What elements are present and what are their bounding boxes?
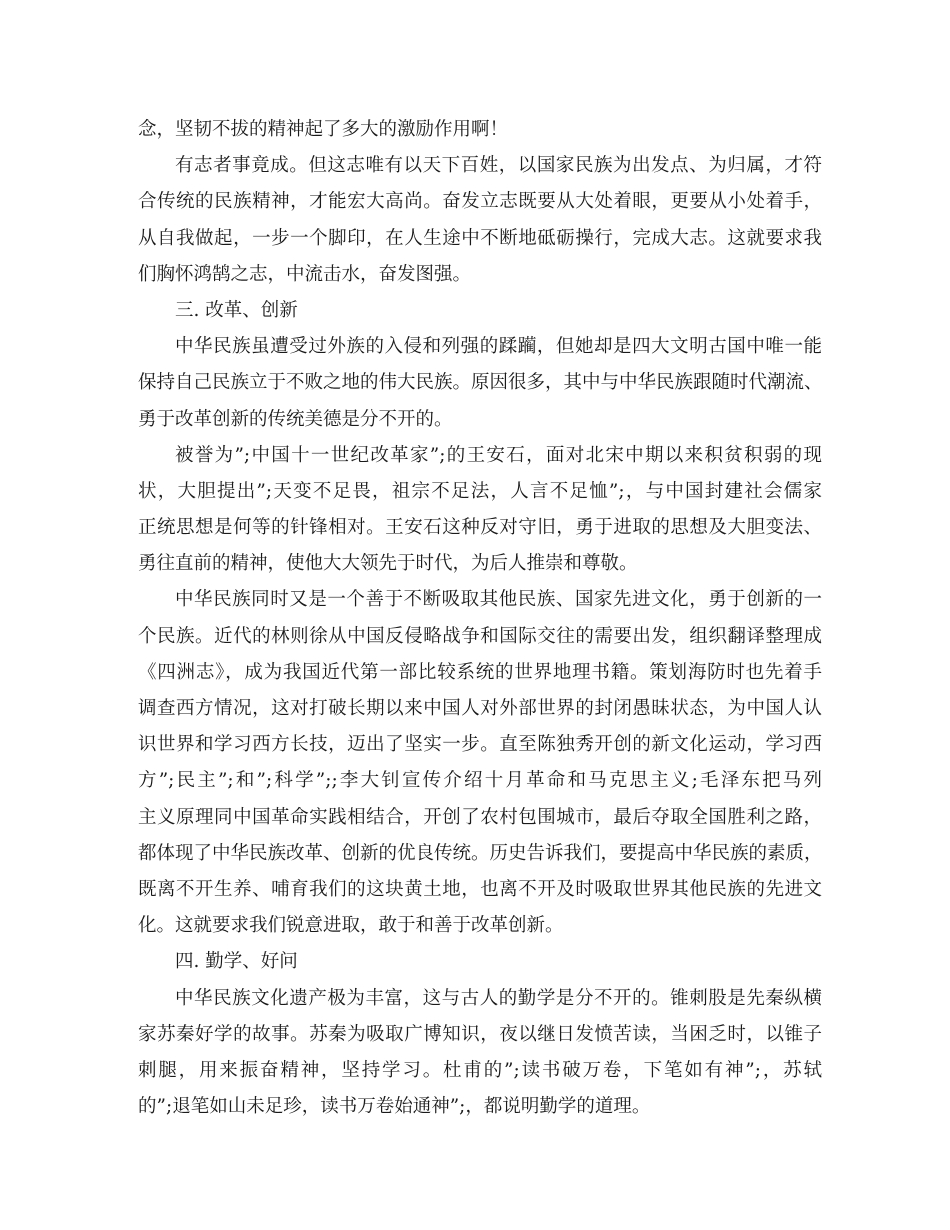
text-line: 方”;民主”;和”;科学”;;李大钊宣传介绍十月革命和马克思主义;毛泽东把马列 <box>138 770 822 792</box>
text-line: 状，大胆提出”;天变不足畏，祖宗不足法，人言不足恤”;，与中国封建社会儒家 <box>138 480 822 502</box>
text-line: 有志者事竟成。但这志唯有以天下百姓，以国家民族为出发点、为归属，才符 <box>175 155 822 177</box>
section-heading: 四. 勤学、好问 <box>175 951 298 973</box>
text-line: 中华民族文化遗产极为丰富，这与古人的勤学是分不开的。锥刺股是先秦纵横 <box>175 987 822 1009</box>
text-line: 合传统的民族精神，才能宏大高尚。奋发立志既要从大处着眼，更要从小处着手， <box>138 191 822 213</box>
text-line: 刺腿，用来振奋精神，坚持学习。杜甫的”;读书破万卷，下笔如有神”;，苏轼 <box>138 1059 822 1081</box>
text-line: 调查西方情况，这对打破长期以来中国人对外部世界的封闭愚昧状态，为中国人认 <box>138 698 822 719</box>
text-line: 家苏秦好学的故事。苏秦为吸取广博知识，夜以继日发愤苦读，当困乏时，以锥子 <box>138 1023 822 1045</box>
text-line: 从自我做起，一步一个脚印，在人生途中不断地砥砺操行，完成大志。这就要求我 <box>138 227 822 249</box>
text-line: 中华民族同时又是一个善于不断吸取其他民族、国家先进文化，勇于创新的一 <box>175 589 822 611</box>
text-line: 正统思想是何等的针锋相对。王安石这种反对守旧，勇于进取的思想及大胆变法、 <box>138 517 822 539</box>
text-line: 的”;退笔如山未足珍，读书万卷始通神”;，都说明勤学的道理。 <box>138 1096 651 1118</box>
text-line: 保持自己民族立于不败之地的伟大民族。原因很多，其中与中华民族跟随时代潮流、 <box>138 372 823 394</box>
section-heading: 三. 改革、创新 <box>175 299 298 321</box>
document-body <box>138 112 822 1125</box>
text-line: 都体现了中华民族改革、创新的优良传统。历史告诉我们，要提高中华民族的素质， <box>138 842 823 864</box>
text-line: 们胸怀鸿鹄之志，中流击水，奋发图强。 <box>138 263 472 285</box>
text-line: 识世界和学习西方长技，迈出了坚实一步。直至陈独秀开创的新文化运动，学习西 <box>138 734 822 756</box>
text-line: 念，坚韧不拔的精神起了多大的激励作用啊！ <box>138 119 509 140</box>
text-line: 既离不开生养、哺育我们的这块黄土地，也离不开及时吸取世界其他民族的先进文 <box>138 878 822 900</box>
text-line: 被誉为”;中国十一世纪改革家”;的王安石，面对北宋中期以来积贫积弱的现 <box>175 444 822 466</box>
text-line: 《四洲志》，成为我国近代第一部比较系统的世界地理书籍。策划海防时也先着手 <box>138 661 822 683</box>
text-line: 主义原理同中国革命实践相结合，开创了农村包围城市，最后夺取全国胜利之路， <box>138 806 822 828</box>
text-line: 个民族。近代的林则徐从中国反侵略战争和国际交往的需要出发，组织翻译整理成 <box>138 625 822 647</box>
text-line: 勇于改革创新的传统美德是分不开的。 <box>138 408 453 430</box>
text-line: 勇往直前的精神，使他大大领先于时代，为后人推崇和尊敬。 <box>138 553 638 575</box>
text-line: 中华民族虽遭受过外族的入侵和列强的蹂躏，但她却是四大文明古国中唯一能 <box>175 336 822 358</box>
text-line: 化。这就要求我们锐意进取，敢于和善于改革创新。 <box>138 915 564 937</box>
